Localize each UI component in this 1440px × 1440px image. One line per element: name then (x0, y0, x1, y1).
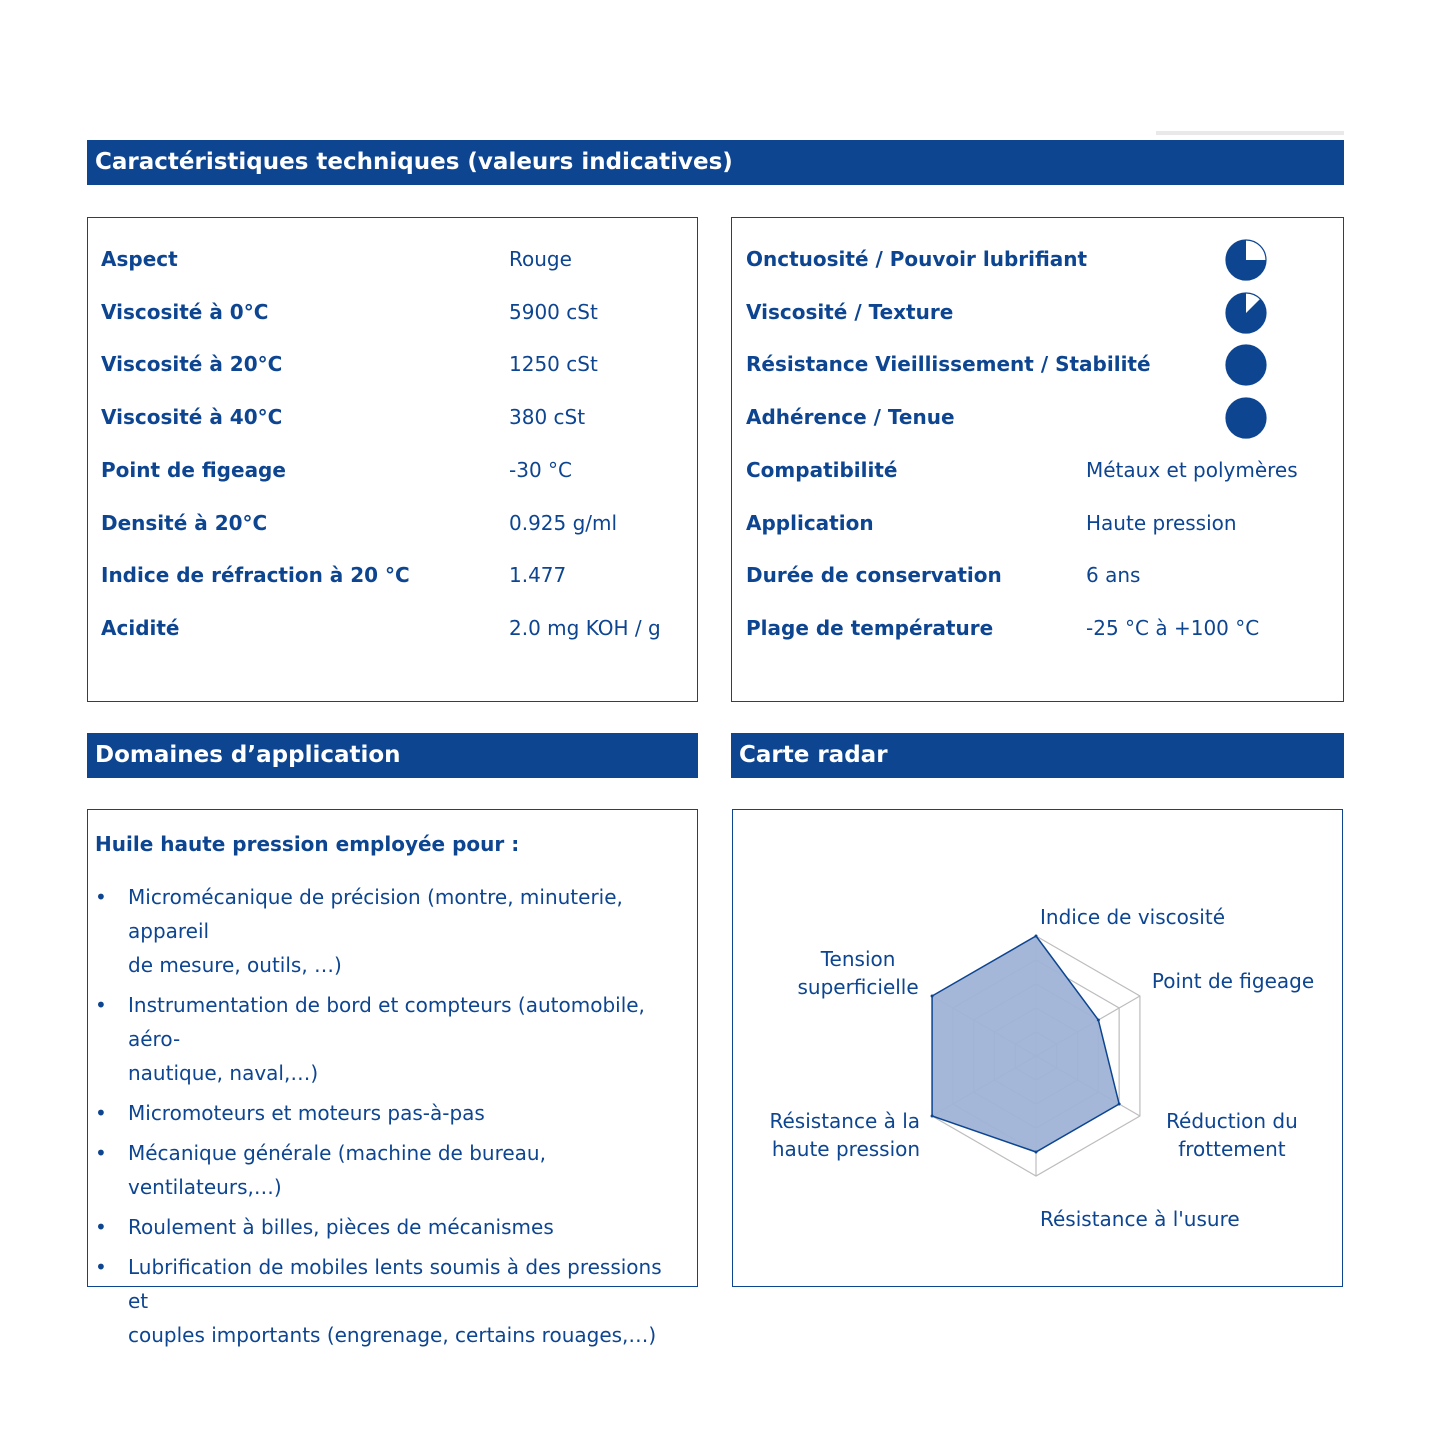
spec-value: Haute pression (1086, 510, 1237, 535)
bullet-icon: • (95, 1141, 107, 1165)
spec-value: 1250 cSt (509, 352, 598, 377)
rating-pie-icon (1224, 343, 1268, 387)
rating-spec-row (746, 402, 1306, 432)
spec-label: Viscosité à 40°C (101, 405, 283, 430)
spec-value: Métaux et polymères (1086, 457, 1298, 482)
domain-item-text: Roulement à billes, pièces de mécanismes (128, 1215, 554, 1239)
left-spec-row (101, 508, 661, 538)
rating-spec-row (746, 349, 1306, 379)
domain-item-text: Lubrification de mobiles lents soumis à des pressions et (128, 1255, 662, 1313)
spec-label: Viscosité à 20°C (101, 352, 283, 377)
bullet-icon: • (95, 885, 107, 909)
radar-axis-label: Résistance à l'usure (1040, 1207, 1240, 1231)
radar-point (931, 1115, 934, 1118)
spec-label: Point de figeage (101, 457, 286, 482)
spec-value: 5900 cSt (509, 299, 598, 324)
radar-point (1118, 1103, 1121, 1106)
domain-item-text: de mesure, outils, …) (128, 953, 342, 977)
spec-value: -30 °C (509, 457, 572, 482)
domain-list-item (88, 1096, 688, 1130)
spec-label: Aspect (101, 247, 178, 271)
domain-item-text: Micromoteurs et moteurs pas-à-pas (128, 1101, 485, 1125)
radar-point (1035, 1151, 1038, 1154)
right-spec-row (746, 508, 1306, 538)
domains-panel (87, 809, 698, 1347)
radar-point (1035, 935, 1038, 938)
spec-label: Onctuosité / Pouvoir lubrifiant (746, 247, 1088, 271)
domains-list (88, 880, 688, 1358)
top-divider (1156, 131, 1344, 135)
section-title-bar (87, 140, 1344, 185)
spec-value: 2.0 mg KOH / g (509, 615, 661, 640)
spec-label: Compatibilité (746, 457, 898, 482)
radar-axis-label: Point de figeage (1151, 969, 1315, 993)
spec-label: Résistance Vieillissement / Stabilité (746, 352, 1151, 377)
rating-pie-icon (1224, 238, 1268, 282)
right-spec-row (746, 613, 1306, 643)
spec-value: 380 cSt (509, 405, 586, 430)
spec-label: Densité à 20°C (101, 510, 268, 535)
left-spec-row (101, 455, 661, 485)
spec-label: Acidité (101, 615, 180, 640)
left-spec-row (101, 402, 661, 432)
domains-subtitle: Huile haute pression employée pour : (95, 832, 520, 856)
radar-axis-label: Réduction du frottement (1166, 1109, 1298, 1161)
radar-title: Carte radar (739, 742, 888, 768)
section-title: Caractéristiques techniques (valeurs indicatives) (95, 149, 733, 175)
spec-label: Application (746, 510, 874, 535)
bullet-icon: • (95, 1215, 107, 1239)
left-spec-row (101, 244, 661, 274)
specs-right-panel (731, 217, 1344, 702)
spec-label: Durée de conservation (746, 563, 1002, 588)
domain-list-item (88, 880, 688, 982)
radar-axis-label: Tension superficielle (797, 947, 919, 999)
spec-label: Indice de réfraction à 20 °C (101, 563, 410, 588)
spec-value: 0.925 g/ml (509, 510, 618, 535)
left-spec-row (101, 297, 661, 327)
domain-item-text: Micromécanique de précision (montre, minuterie, appareil (128, 885, 623, 943)
spec-label: Viscosité à 0°C (101, 299, 269, 324)
spec-label: Plage de température (746, 615, 994, 640)
spec-label: Viscosité / Texture (746, 299, 954, 324)
rating-spec-row (746, 297, 1306, 327)
rating-pie-icon (1224, 291, 1268, 335)
spec-value: 1.477 (509, 563, 567, 588)
radar-panel (732, 809, 1343, 1287)
domains-title-bar (87, 733, 698, 778)
spec-label: Adhérence / Tenue (746, 405, 955, 430)
left-spec-row (101, 349, 661, 379)
left-spec-row (101, 560, 661, 590)
bullet-icon: • (95, 1255, 107, 1279)
radar-title-bar (731, 733, 1344, 778)
domain-list-item (88, 988, 688, 1090)
radar-point (931, 995, 934, 998)
rating-spec-row (746, 244, 1306, 274)
right-spec-row (746, 560, 1306, 590)
radar-chart (733, 810, 1341, 1285)
left-spec-row (101, 613, 661, 643)
spec-value: -25 °C à +100 °C (1086, 615, 1260, 640)
domain-list-item (88, 1210, 688, 1244)
domains-title: Domaines d’application (95, 742, 401, 768)
spec-value: Rouge (509, 247, 572, 271)
domain-list-item (88, 1250, 688, 1352)
domain-item-text: Instrumentation de bord et compteurs (automobile, aéro- (128, 993, 645, 1051)
domain-item-text: nautique, naval,…) (128, 1061, 319, 1085)
right-spec-row (746, 455, 1306, 485)
rating-pie-icon (1224, 396, 1268, 440)
bullet-icon: • (95, 993, 107, 1017)
domain-item-text: Mécanique générale (machine de bureau, ventilateurs,…) (128, 1141, 546, 1199)
specs-left-panel (87, 217, 698, 702)
bullet-icon: • (95, 1101, 107, 1125)
domain-item-text: couples importants (engrenage, certains rouages,…) (128, 1323, 657, 1347)
radar-axis-label: Résistance à la haute pression (769, 1109, 921, 1161)
radar-point (1097, 1019, 1100, 1022)
domain-list-item (88, 1136, 688, 1204)
radar-axis-label: Indice de viscosité (1040, 905, 1226, 929)
spec-value: 6 ans (1086, 563, 1141, 588)
